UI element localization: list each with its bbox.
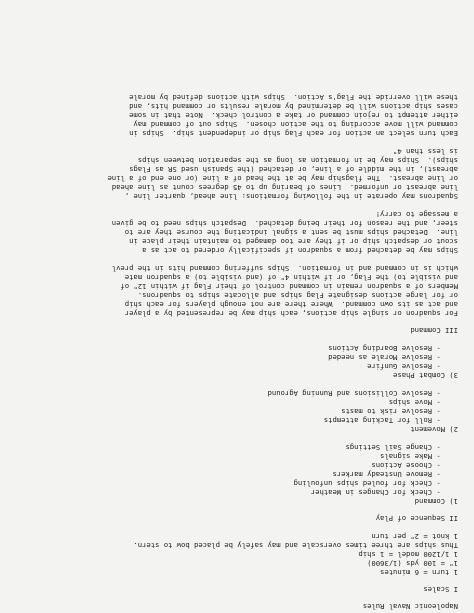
section-heading: I Scales <box>423 585 458 594</box>
text-line: - Resolve Gunfire <box>367 362 458 371</box>
paragraph-line: cases ship actions will be determined by morale results or command hits, and <box>129 102 458 111</box>
section-heading: III Command <box>410 326 458 335</box>
subsection-heading: 2) Movement <box>410 425 458 434</box>
paragraph-line: scout or despatch ship or if they are too damaged to maintain their place in <box>129 237 458 246</box>
paragraph-line: abreast), in the middle of a line, or detached (the Spanish used SR as Flags <box>129 165 458 174</box>
paragraph-line: line abreast or unformed. Lines of bearing up to 45 degrees count as line ahead <box>111 183 458 192</box>
text-line: 1 turn = 6 minutes <box>380 568 458 577</box>
text-line: - Resolve Morale as needed <box>328 353 458 362</box>
text-line: - Make signals <box>380 452 458 461</box>
paragraph-line: command will move according to the action chosen. Ships out of command may <box>133 120 458 129</box>
text-line: - Resolve Boarding Actions <box>328 344 458 353</box>
paragraph-line: and visible to) the Flag, or if within 4" of (and visible to) a squadron mate <box>124 273 458 282</box>
paragraph-line: For squadron or single ship actions, each ship may be represented by a player <box>124 309 458 318</box>
paragraph-line: or for large actions designate Flag ships and allocate ships to squadrons. <box>137 291 458 300</box>
text-line: 1 knot = 2" per turn <box>371 532 458 541</box>
paragraph-line: is less than 4" <box>393 147 458 156</box>
text-line: - Resolve Collisions and Running Aground <box>267 389 458 398</box>
paragraph-line: ships). Ships may be in formation as long as the separation between ships <box>137 156 458 165</box>
text-line: - Move ships <box>388 398 458 407</box>
doc-title: Napoleonic Naval Rules <box>362 602 458 611</box>
paragraph-line: a message to carry! <box>375 210 458 219</box>
text-line: Thus ships are three times overscale and may safely be placed bow to stern. <box>133 541 458 550</box>
paragraph-line: line. Detached ships must be sent a signal indicating the course they are to <box>124 228 458 237</box>
paragraph-line: Each turn select an action for each Flag ship or independent ship. Ships in <box>129 129 458 138</box>
paragraph-line: Members of a squadron remain in command control of their Flag if within 12" of <box>120 282 458 291</box>
paragraph-line: and act as its own command. Where there are not enough players for each ship <box>124 300 458 309</box>
paragraph-line: or line abreast. The flagship may be at the head of a line (or one end of a line <box>107 174 458 183</box>
paragraph-line: steer, and the reason for their being detached. Despatch ships need to be given <box>111 219 458 228</box>
text-line: - Check for Changes in Weather <box>310 488 458 497</box>
paragraph-line: Squadrons may operate in the following formations: line ahead, quarter line , <box>124 192 458 201</box>
paragraph-line: these will override the Flag's Action. Ships with actions defined by morale <box>129 93 458 102</box>
text-line: - Choose Actions <box>371 461 458 470</box>
text-line: - Resolve risk to masts <box>341 407 458 416</box>
text-line: - Roll for Tacking attempts <box>323 416 458 425</box>
subsection-heading: 3) Combat Phase <box>393 371 458 380</box>
text-line: 1" = 100 yds (1/3600) <box>367 559 458 568</box>
subsection-heading: 1) Command <box>414 497 458 506</box>
section-heading: II Sequence of Play <box>375 514 458 523</box>
paragraph-line: either attempt to rejoin command or take a control check. Note that in some <box>129 111 458 120</box>
paragraph-line: Ships may be detached from a squadron if specifically ordered to act as a <box>142 246 458 255</box>
text-line: 1 1/1200 model = 1 ship <box>358 550 458 559</box>
text-line: - Change Sail Settings <box>345 443 458 452</box>
paragraph-line: which is in command and in formation. Ships suffering command hits in the prevl <box>111 264 458 273</box>
text-line: - Remove Unsteady markers <box>332 470 458 479</box>
text-line: - Check for fouled ships unfouling <box>293 479 458 488</box>
